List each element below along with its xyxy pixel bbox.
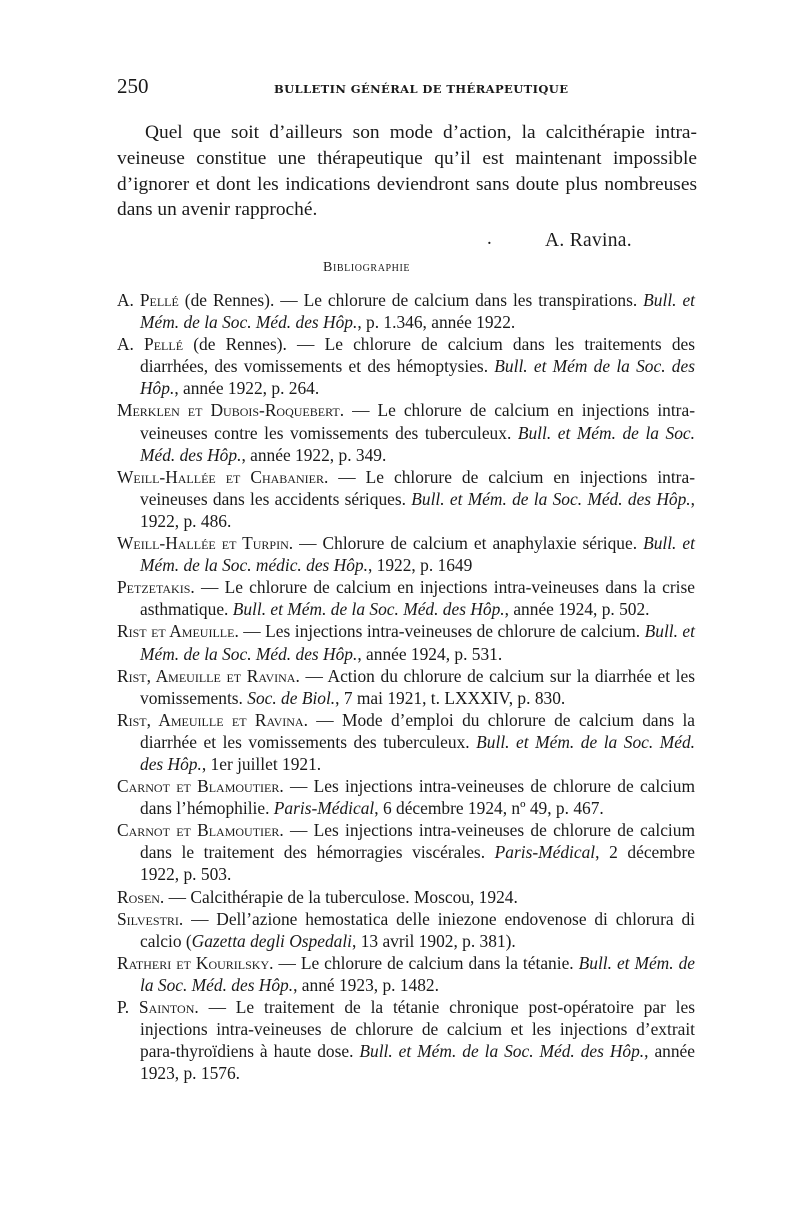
signature-dot: . xyxy=(487,228,492,249)
reference-entry xyxy=(117,399,695,465)
reference-authors: Rosen. xyxy=(117,886,165,907)
reference-entry xyxy=(117,466,695,532)
reference-text: — Mode d’emploi du chlorure de calcium dans la diarrhée et les vomissements des tuberculeux. xyxy=(140,709,695,752)
reference-authors: Weill-Hallée et Chabanier. xyxy=(117,466,329,487)
reference-tail: , année 1924, p. 502. xyxy=(504,599,650,620)
reference-text: — Les injections intra-veineuses de chlorure de calcium dans le traitement des hémorragies viscérales. xyxy=(140,820,695,863)
reference-entry xyxy=(117,333,695,399)
reference-text: — Le chlorure de calcium dans la tétanie. xyxy=(273,952,579,973)
reference-authors: Rist, Ameuille et Ravina. xyxy=(117,665,300,686)
reference-tail: , année 1922, p. 349. xyxy=(241,444,387,465)
running-title: BULLETIN GÉNÉRAL DE THÉRAPEUTIQUE xyxy=(274,82,569,96)
author-signature: A. Ravina. xyxy=(545,230,632,251)
reference-journal: Bull. et Mém. de la Soc. Méd. des Hôp. xyxy=(140,621,695,664)
reference-authors: Carnot et Blamoutier. xyxy=(117,776,284,797)
conclusion-paragraph xyxy=(117,120,697,223)
reference-tail: , 7 mai 1921, t. LXXXIV, p. 830. xyxy=(335,687,566,708)
reference-journal: Bull. et Mém. de la Soc. Méd. des Hôp. xyxy=(140,952,695,995)
reference-authors: Rist, Ameuille et Ravina. xyxy=(117,709,308,730)
reference-text: — Les injections intra-veineuses de chlorure de calcium dans l’hémophilie. xyxy=(140,776,695,819)
reference-tail: , 1er juillet 1921. xyxy=(201,753,322,774)
page-header xyxy=(117,74,697,98)
reference-entry xyxy=(117,620,695,664)
reference-text: — Calcithérapie de la tuberculose. Moscou, 1924. xyxy=(164,886,518,907)
reference-authors: Rist et Ameuille. xyxy=(117,621,239,642)
reference-entry xyxy=(117,775,695,819)
reference-tail: , 6 décembre 1924, nº 49, p. 467. xyxy=(374,798,604,819)
reference-text: — Action du chlorure de calcium sur la diarrhée et les vomissements. xyxy=(140,665,695,708)
reference-journal: Bull. et Mém. de la Soc. Méd. des Hôp. xyxy=(140,731,695,774)
reference-entry xyxy=(117,665,695,709)
conclusion-text: Quel que soit d’ailleurs son mode d’action, la calcithérapie intra-veineuse constitue une thérapeutique qu’il est maintenant impossible d’ignorer et dont les indications deviendront sans doute plus nombreuses dans un avenir rapproché. xyxy=(117,122,697,221)
reference-text: — Les injections intra-veineuses de chlorure de calcium. xyxy=(238,621,645,642)
reference-journal: Soc. de Biol. xyxy=(247,687,336,708)
reference-journal: Bull. et Mém. de la Soc. Méd. des Hôp. xyxy=(140,290,696,333)
reference-text: — Le chlorure de calcium en injections intra-veineuses dans la crise asthmatique. xyxy=(140,577,695,620)
reference-authors: A. Pellé xyxy=(117,290,179,310)
reference-text: — Chlorure de calcium et anaphylaxie sérique. xyxy=(293,533,644,554)
reference-journal: Bull. et Mém. de la Soc. Méd. des Hôp. xyxy=(232,599,505,620)
reference-journal: Gazetta degli Ospedali xyxy=(191,930,353,951)
page-number: 250 xyxy=(117,74,149,98)
reference-authors: Merklen et Dubois-Roquebert. xyxy=(117,400,345,421)
reference-entry xyxy=(117,709,695,775)
reference-authors: A. Pellé xyxy=(117,334,184,355)
reference-entry xyxy=(117,952,695,996)
reference-text: — Dell’azione hemostatica delle iniezone endovenose di chlorura di calcio ( xyxy=(140,908,695,951)
reference-journal: Bull. et Mém. de la Soc. Méd. des Hôp. xyxy=(411,488,691,509)
reference-journal: Paris-Médical xyxy=(273,798,375,819)
reference-authors: Ratheri et Kourilsky. xyxy=(117,952,274,973)
reference-entry xyxy=(117,576,695,620)
reference-text: (de Rennes). — Le chlorure de calcium dans les transpirations. xyxy=(178,290,644,310)
reference-list xyxy=(117,289,695,1084)
reference-authors: Petzetakis. xyxy=(117,577,195,598)
reference-authors: Silvestri. xyxy=(117,908,184,929)
reference-tail: , p. 1.346, année 1922. xyxy=(357,312,516,333)
reference-journal: Bull. et Mém de la Soc. des Hôp. xyxy=(140,356,695,399)
reference-entry xyxy=(117,908,695,952)
reference-entry xyxy=(117,819,695,885)
reference-journal: Paris-Médical xyxy=(494,842,596,863)
reference-entry xyxy=(117,289,695,333)
reference-entry xyxy=(117,532,695,576)
reference-tail: , 1922, p. 486. xyxy=(140,488,695,531)
reference-text: (de Rennes). — Le chlorure de calcium dans les traitements des diarrhées, des vomissements et des hémoptysies. xyxy=(140,334,696,377)
reference-tail: , anné 1923, p. 1482. xyxy=(293,974,439,995)
reference-entry xyxy=(117,886,695,908)
reference-tail: , année 1922, p. 264. xyxy=(174,378,320,399)
reference-journal: Bull. et Mém. de la Soc. Méd. des Hôp. xyxy=(140,422,695,465)
reference-tail: , 2 décembre 1922, p. 503. xyxy=(140,842,695,885)
bibliography-title: Bibliographie xyxy=(323,260,411,275)
reference-tail: , année 1924, p. 531. xyxy=(357,643,503,664)
reference-tail: , année 1923, p. 1576. xyxy=(140,1041,695,1084)
reference-entry xyxy=(117,996,695,1084)
reference-authors: Weill-Hallée et Turpin. xyxy=(117,533,294,554)
reference-authors: P. Sainton. xyxy=(117,997,199,1017)
reference-text: — Le chlorure de calcium en injections intra-veineuses contre les vomissements des tuberculeux. xyxy=(140,400,695,443)
reference-text: — Le chlorure de calcium en injections intra-veineuses dans les accidents sériques. xyxy=(140,466,695,509)
reference-tail: , 13 avril 1902, p. 381). xyxy=(352,930,516,951)
reference-tail: , 1922, p. 1649 xyxy=(367,555,473,576)
reference-journal: Bull. et Mém. de la Soc. Méd. des Hôp. xyxy=(359,1041,645,1062)
reference-authors: Carnot et Blamoutier. xyxy=(117,820,284,841)
reference-journal: Bull. et Mém. de la Soc. médic. des Hôp. xyxy=(140,533,695,576)
reference-text: — Le traitement de la tétanie chronique post-opératoire par les injections intra-veineuses de chlorure de calcium et les injections d’extrait para-thyroïdiens à haute dose. xyxy=(140,997,695,1062)
